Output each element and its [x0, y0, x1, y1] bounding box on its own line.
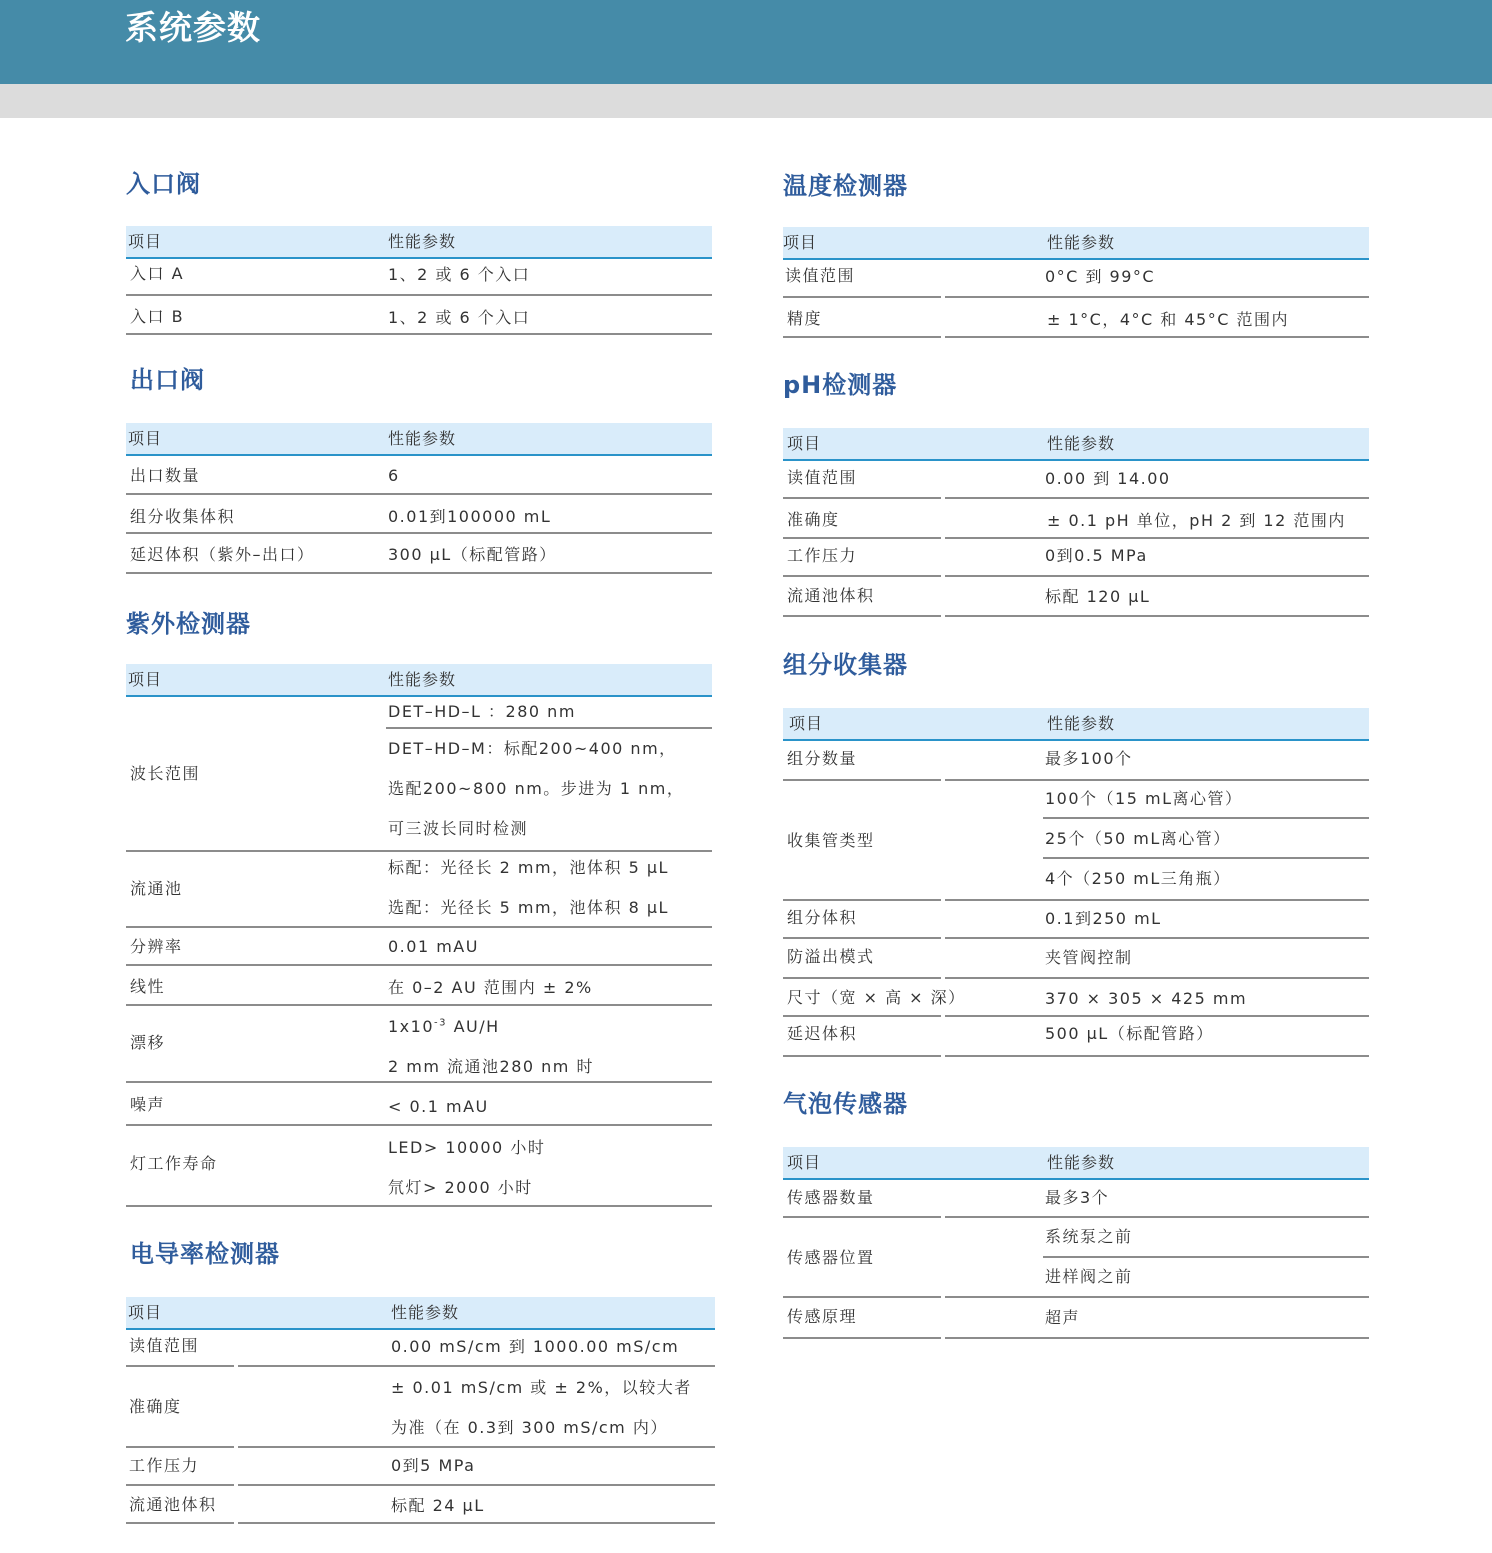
table-row-position	[783, 1218, 1369, 1298]
row-value: < 0.1 mAU	[388, 1097, 489, 1116]
row-label: 精度	[787, 309, 823, 328]
table-row-flow-cell	[126, 852, 712, 928]
row-value: 0.01到100000 mL	[388, 507, 552, 526]
row-label: 流通池	[130, 879, 183, 898]
row-label: 组分收集体积	[130, 507, 236, 526]
ph-detector-section	[783, 367, 1369, 619]
uv-detector-section	[126, 606, 712, 1206]
section-title: 紫外检测器	[126, 610, 251, 638]
row-value: 超声	[1045, 1308, 1081, 1327]
conductivity-table	[126, 1297, 715, 1524]
row-label: 流通池体积	[129, 1495, 217, 1514]
row-value: 夹管阀控制	[1045, 948, 1133, 967]
row-value-line: DET–HD–L ：280 nm	[388, 702, 576, 721]
row-value: 300 µL（标配管路）	[388, 545, 557, 564]
row-value-line: 2 mm 流通池280 nm 时	[388, 1057, 594, 1076]
row-label: 读值范围	[785, 266, 856, 285]
table-row	[783, 539, 1369, 577]
bubble-sensor-table	[783, 1147, 1369, 1339]
section-title: 入口阀	[126, 170, 201, 198]
row-label: 组分体积	[787, 908, 858, 927]
section-title: pH检测器	[783, 371, 898, 399]
table-row	[126, 495, 712, 534]
row-label: 尺寸（宽 × 高 × 深）	[787, 988, 966, 1007]
table-row	[783, 577, 1369, 617]
row-value-line: 可三波长同时检测	[388, 819, 529, 838]
table-row	[783, 979, 1369, 1017]
table-row	[783, 1017, 1369, 1057]
row-label: 分辨率	[130, 937, 183, 956]
ph-table	[783, 428, 1369, 617]
row-value-line: 选配200~800 nm。步进为 1 nm，	[388, 779, 685, 798]
row-value: 0.00 mS/cm 到 1000.00 mS/cm	[391, 1337, 680, 1356]
table-row	[126, 928, 712, 966]
row-value: 0.00 到 14.00	[1045, 469, 1171, 488]
row-value-line: 4个（250 mL三角瓶）	[1045, 869, 1231, 888]
row-value: 370 × 305 × 425 mm	[1045, 989, 1248, 1008]
row-value-line: DET–HD–M：标配200~400 nm，	[388, 739, 677, 758]
row-label: 入口 B	[130, 307, 185, 326]
section-title: 电导率检测器	[130, 1240, 280, 1268]
header-item: 项目	[128, 1303, 163, 1322]
header-spec: 性能参数	[388, 232, 457, 251]
header-item: 项目	[128, 429, 163, 448]
header-spec: 性能参数	[1047, 434, 1116, 453]
table-header	[783, 428, 1369, 461]
row-label: 读值范围	[787, 468, 858, 487]
section-title: 气泡传感器	[783, 1090, 908, 1118]
outlet-valve-table	[126, 423, 712, 574]
row-value: 0到5 MPa	[391, 1456, 476, 1475]
table-row	[783, 499, 1369, 539]
row-label: 工作压力	[787, 546, 858, 565]
table-row-drift	[126, 1006, 712, 1083]
fraction-collector-section	[783, 647, 1369, 1057]
row-value-line: $1x10^{-3}$ AU/H	[388, 1017, 500, 1036]
table-row-wavelength	[126, 697, 712, 852]
table-row	[126, 966, 712, 1006]
temperature-table	[783, 227, 1369, 338]
row-value: 标配 120 µL	[1045, 587, 1151, 606]
row-value: 标配 24 µL	[391, 1496, 485, 1515]
row-value: ± 0.1 pH 单位，pH 2 到 12 范围内	[1047, 511, 1346, 530]
header-band	[0, 84, 1492, 118]
row-value-line: ± 0.01 mS/cm 或 ± 2%，以较大者	[391, 1378, 692, 1397]
table-header	[126, 423, 712, 456]
table-row	[126, 1486, 715, 1524]
row-value-line: 进样阀之前	[1045, 1267, 1133, 1286]
row-value-line: 选配：光径长 5 mm，池体积 8 µL	[388, 898, 669, 917]
table-row	[783, 939, 1369, 979]
row-value: ± 1°C，4°C 和 45°C 范围内	[1047, 310, 1289, 329]
table-row	[126, 296, 712, 335]
row-label: 灯工作寿命	[130, 1154, 218, 1173]
table-row	[126, 259, 712, 296]
row-label: 收集管类型	[787, 831, 875, 850]
section-title: 出口阀	[130, 366, 205, 394]
row-label: 入口 A	[130, 264, 185, 283]
table-row	[783, 298, 1369, 338]
table-row-lamp	[126, 1126, 712, 1207]
row-value-line: LED> 10000 小时	[388, 1138, 546, 1157]
row-value-line: 为准（在 0.3到 300 mS/cm 内）	[391, 1418, 668, 1437]
uv-detector-table	[126, 664, 712, 1207]
row-label: 延迟体积（紫外–出口）	[130, 545, 315, 564]
table-row-tube-type	[783, 781, 1369, 901]
page-title: 系统参数	[125, 8, 261, 47]
table-row	[126, 1083, 712, 1126]
table-header	[783, 1147, 1369, 1180]
table-row	[126, 1330, 715, 1367]
table-row	[126, 456, 712, 495]
header-spec: 性能参数	[1047, 233, 1116, 252]
row-label: 传感器位置	[787, 1248, 875, 1267]
row-label: 流通池体积	[787, 586, 875, 605]
header-bar	[0, 0, 1492, 84]
header-item: 项目	[128, 232, 163, 251]
row-value-line: 100个（15 mL离心管）	[1045, 789, 1243, 808]
table-row-accuracy	[126, 1367, 715, 1448]
row-label: 工作压力	[129, 1456, 200, 1475]
inlet-valve-section	[126, 166, 712, 336]
row-label: 线性	[130, 977, 166, 996]
conductivity-detector-section	[126, 1236, 715, 1526]
table-header	[126, 226, 712, 259]
table-header	[126, 1297, 715, 1330]
row-label: 组分数量	[787, 749, 858, 768]
header-item: 项目	[128, 670, 163, 689]
header-spec: 性能参数	[388, 670, 457, 689]
table-header	[126, 664, 712, 697]
row-value: 0到0.5 MPa	[1045, 546, 1148, 565]
table-row	[783, 901, 1369, 939]
row-label: 准确度	[787, 510, 840, 529]
inlet-valve-table	[126, 226, 712, 335]
row-value-line: 系统泵之前	[1045, 1227, 1133, 1246]
row-label: 传感原理	[787, 1307, 858, 1326]
row-label: 延迟体积	[787, 1024, 858, 1043]
row-value: 最多100个	[1045, 749, 1133, 768]
header-spec: 性能参数	[388, 429, 457, 448]
header-item: 项目	[787, 1153, 822, 1172]
table-header	[783, 708, 1369, 741]
row-label: 读值范围	[129, 1336, 200, 1355]
row-label: 波长范围	[130, 764, 201, 783]
header-spec: 性能参数	[391, 1303, 460, 1322]
table-header	[783, 227, 1369, 260]
row-value: 0.1到250 mL	[1045, 909, 1162, 928]
table-row	[126, 534, 712, 574]
table-row	[126, 1448, 715, 1486]
table-row	[783, 1298, 1369, 1339]
row-value: 在 0–2 AU 范围内 ± 2%	[388, 978, 593, 997]
header-item: 项目	[783, 233, 818, 252]
row-value: 500 µL（标配管路）	[1045, 1024, 1214, 1043]
table-row	[783, 1180, 1369, 1218]
section-title: 组分收集器	[783, 651, 908, 679]
header-item: 项目	[789, 714, 824, 733]
row-label: 准确度	[129, 1397, 182, 1416]
row-value: 最多3个	[1045, 1188, 1110, 1207]
row-label: 噪声	[130, 1095, 166, 1114]
row-label: 漂移	[130, 1033, 166, 1052]
table-row	[783, 741, 1369, 781]
row-label: 出口数量	[130, 466, 201, 485]
fraction-collector-table	[783, 708, 1369, 1057]
temperature-detector-section	[783, 168, 1369, 340]
row-value: 1、2 或 6 个入口	[388, 308, 531, 327]
table-row	[783, 461, 1369, 499]
table-row	[783, 260, 1369, 298]
row-value: 0°C 到 99°C	[1045, 267, 1156, 286]
row-value: 1、2 或 6 个入口	[388, 265, 531, 284]
outlet-valve-section	[126, 362, 712, 577]
section-title: 温度检测器	[783, 172, 908, 200]
header-spec: 性能参数	[1047, 1153, 1116, 1172]
header-item: 项目	[787, 434, 822, 453]
row-label: 防溢出模式	[787, 947, 875, 966]
header-spec: 性能参数	[1047, 714, 1116, 733]
bubble-sensor-section	[783, 1086, 1369, 1346]
row-value: 6	[388, 466, 400, 485]
row-value-line: 25个（50 mL离心管）	[1045, 829, 1231, 848]
row-value: 0.01 mAU	[388, 937, 479, 956]
row-label: 传感器数量	[787, 1188, 875, 1207]
row-value-line: 氘灯> 2000 小时	[388, 1178, 533, 1197]
row-value-line: 标配：光径长 2 mm，池体积 5 µL	[388, 858, 669, 877]
